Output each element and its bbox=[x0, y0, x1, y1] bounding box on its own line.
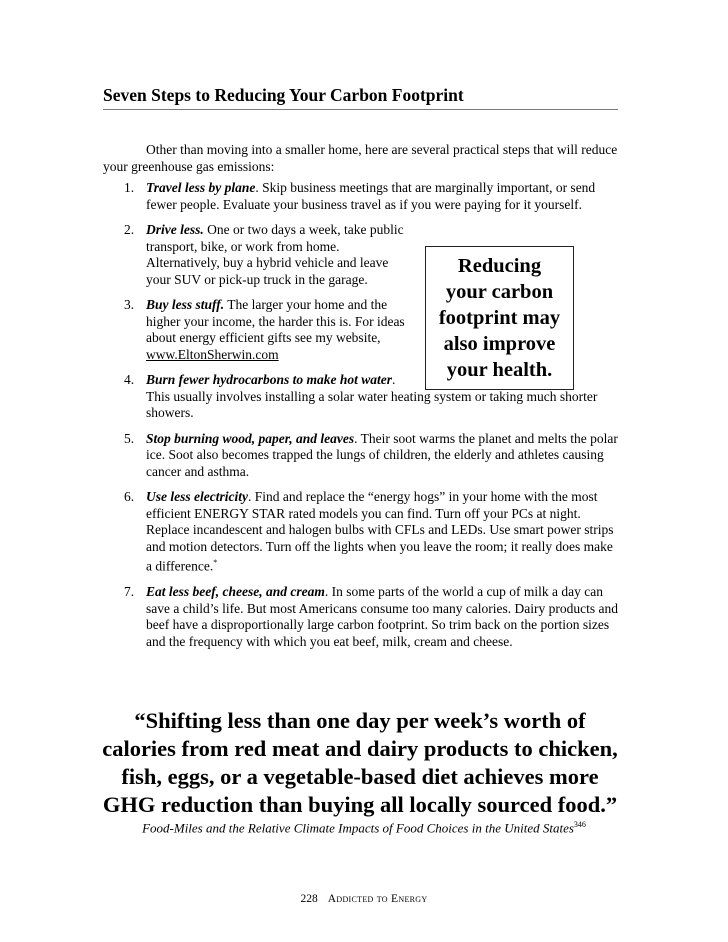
list-item: 1. Travel less by plane. Skip business meetings that are marginally important, or send fewer people. Evaluate your business travel as if you were paying for it yourself. bbox=[124, 180, 596, 212]
step-lead: Buy less stuff. bbox=[146, 297, 225, 312]
list-item: 5. Stop burning wood, paper, and leaves. Their soot warms the planet and melts the polar ice. Soot also becomes trapped the lungs of children, the elderly and athletes causing cancer and asthma. bbox=[124, 430, 618, 479]
list-item: 7. Eat less beef, cheese, and cream. In some parts of the world a cup of milk a day can save a child’s life. But most Americans consume too many calories. Dairy products and beef have a disproportionally large carbon footprint. So trim back on the portion sizes and the frequency with which you eat beef, milk, cream and cheese. bbox=[124, 584, 619, 649]
step-text: Their soot warms the planet and melts the polar ice. Soot also becomes trapped the lungs of children, the elderly and athletes causing cancer and asthma. bbox=[146, 430, 618, 479]
list-item: 4. Burn fewer hydrocarbons to make hot water. This usually involves installing a solar water heating system or taking much shorter showers. bbox=[124, 372, 598, 420]
step-number: 7. bbox=[124, 584, 135, 599]
step-lead: Stop burning wood, paper, and leaves bbox=[146, 430, 355, 446]
page-title: Seven Steps to Reducing Your Carbon Footprint bbox=[103, 85, 618, 110]
quote-source: Food-Miles and the Relative Climate Impacts of Food Choices in the United States$^{346}$ bbox=[142, 820, 586, 836]
callout-line: footprint may bbox=[438, 307, 561, 329]
footnote-marker: * bbox=[213, 558, 218, 567]
callout-line: also improve bbox=[443, 333, 556, 355]
page-footer bbox=[0, 893, 728, 905]
page-number: 228 bbox=[300, 893, 318, 905]
callout-line: your health. bbox=[446, 359, 553, 381]
step-text: Skip business meetings that are marginally important, or send fewer people. Evaluate your business travel as if you were paying for it yourself. bbox=[146, 180, 596, 212]
callout-line: Reducing bbox=[457, 255, 542, 277]
step-lead: Use less electricity bbox=[146, 489, 248, 504]
website-link[interactable]: www.EltonSherwin.com bbox=[146, 346, 279, 362]
pull-quote: “Shifting less than one day per week’s worth of calories from red meat and dairy products to chicken, fish, eggs, or a vegetable-based diet achieves more GHG reduction than buying all locally sourced food.” bbox=[102, 708, 618, 817]
intro-paragraph: Other than moving into a smaller home, here are several practical steps that will reduce your greenhouse gas emissions: bbox=[103, 142, 618, 174]
book-title: Addicted to Energy bbox=[327, 893, 428, 905]
step-text: One or two days a week, take public transport, bike, or work from home. Alternatively, buy a hybrid vehicle and leave your SUV or pick-up truck in the garage. bbox=[146, 222, 404, 287]
reference-number: 346 bbox=[573, 820, 586, 829]
step-lead: Eat less beef bbox=[146, 584, 216, 599]
step-number: 1. bbox=[124, 180, 135, 195]
callout-line: your carbon bbox=[445, 281, 554, 303]
list-item: 6. Use less electricity. Find and replace the “energy hogs” in your home with the most efficient ENERGY STAR rated models you can find. Turn off your PCs at night. Replace incandescent and halogen bulbs with CFLs and LEDs. Use smart power strips and motion detectors. Turn off the lights when you leave the room; it really does make a difference.* bbox=[124, 489, 614, 574]
step-number: 4. bbox=[124, 372, 135, 387]
step-lead: Drive less. bbox=[146, 222, 204, 237]
step-number: 2. bbox=[124, 222, 135, 237]
step-text: Find and replace the “energy hogs” in your home with the most efficient ENERGY STAR rated models you can find. Turn off your PCs at night. Replace incandescent and halogen bulbs with CFLs and LEDs. Use smart power strips and motion detectors. Turn off the lights when you leave the room; it really does make a difference. bbox=[146, 489, 614, 574]
step-lead: Travel less by plane bbox=[146, 180, 256, 195]
step-text: This usually involves installing a solar water heating system or taking much shorter showers. bbox=[146, 388, 598, 420]
step-number: 6. bbox=[124, 489, 135, 504]
step-lead: Burn fewer hydrocarbons to make hot water bbox=[146, 372, 393, 387]
step-number: 5. bbox=[124, 430, 135, 446]
step-text: In some parts of the world a cup of milk a day can save a child’s life. But most Americans consume too many calories. Dairy products and beef have a disproportionally large carbon footprint. So trim back on the portion sizes and the frequency with which you eat beef, milk, cream and cheese. bbox=[146, 584, 619, 649]
callout-box bbox=[425, 246, 574, 390]
step-number: 3. bbox=[124, 297, 135, 312]
step-text: The larger your home and the higher your income, the harder this is. For ideas about energy efficient gifts see my website, bbox=[146, 297, 405, 345]
